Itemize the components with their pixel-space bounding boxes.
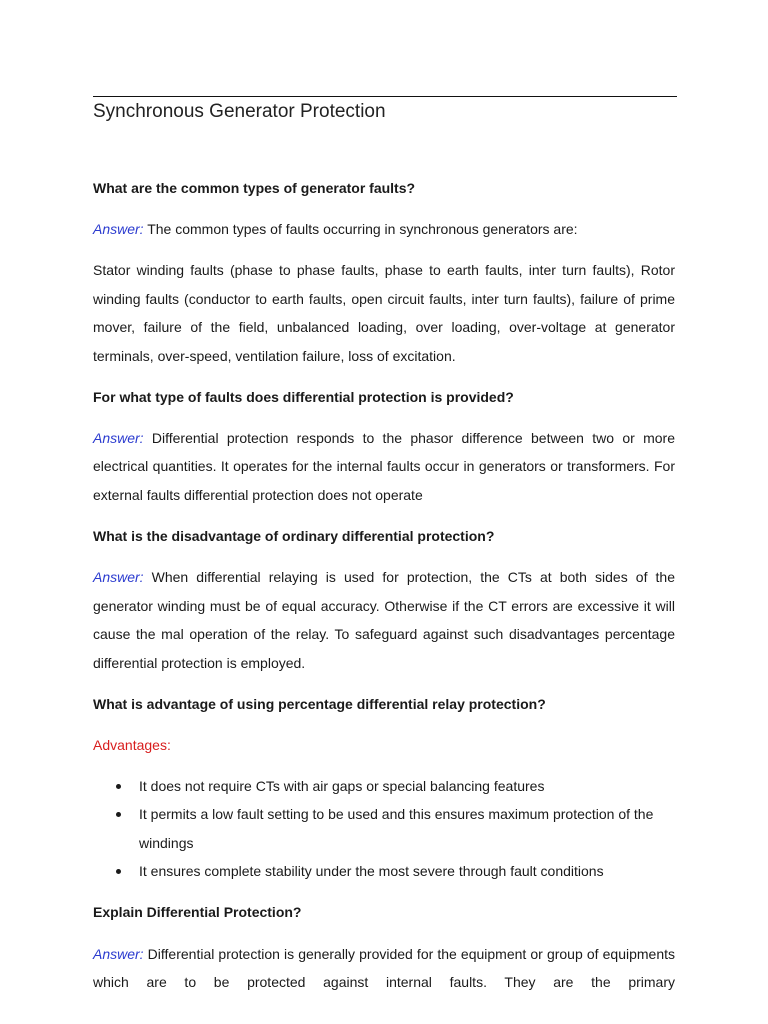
question-heading: For what type of faults does differential protection is provided? [93,388,514,405]
answer-label: Answer: [93,429,144,446]
answer-paragraph [93,563,675,677]
answer-paragraph [93,215,675,244]
answer-paragraph [93,940,675,997]
fault-list-paragraph: Stator winding faults (phase to phase faults, phase to earth faults, inter turn faults), Rotor winding faults (conductor to earth faults, open circuit faults, inter turn faults), failure of prime mover, failure of the field, unbalanced loading, over loading, over-voltage at generator terminals, over-speed, ventilation failure, loss of excitation. [93,262,675,364]
advantages-list [93,772,675,886]
advantages-label: Advantages: [93,736,171,753]
answer-text: When differential relaying is used for protection, the CTs at both sides of the generator winding must be of equal accuracy. Otherwise if the CT errors are excessive it will cause the mal operation of the relay. To safeguard against such disadvantages percentage differential protection is employed. [93,569,675,671]
answer-paragraph [93,424,675,510]
answer-text: Differential protection responds to the phasor difference between two or more electrical quantities. It operates for the internal faults occur in generators or transformers. For external faults differential protection does not operate [93,429,675,503]
answer-label: Answer: [93,221,144,238]
list-item: It permits a low fault setting to be used and this ensures maximum protection of the windings [93,800,675,857]
list-item: It does not require CTs with air gaps or special balancing features [93,772,675,801]
document-title: Synchronous Generator Protection [93,101,386,122]
question-heading: What is advantage of using percentage differential relay protection? [93,695,546,712]
document-body [93,174,675,997]
question-heading: What are the common types of generator faults? [93,180,416,196]
list-item: It ensures complete stability under the most severe through fault conditions [93,857,675,886]
question-heading: Explain Differential Protection? [93,904,302,921]
answer-label: Answer: [93,569,144,586]
answer-label: Answer: [93,945,144,962]
question-heading: What is the disadvantage of ordinary differential protection? [93,527,495,544]
answer-text: Differential protection is generally provided for the equipment or group of equipments which are to be protected against internal faults. They are the primary [93,945,675,991]
answer-text: The common types of faults occurring in synchronous generators are: [143,221,578,238]
header-rule [93,96,677,97]
